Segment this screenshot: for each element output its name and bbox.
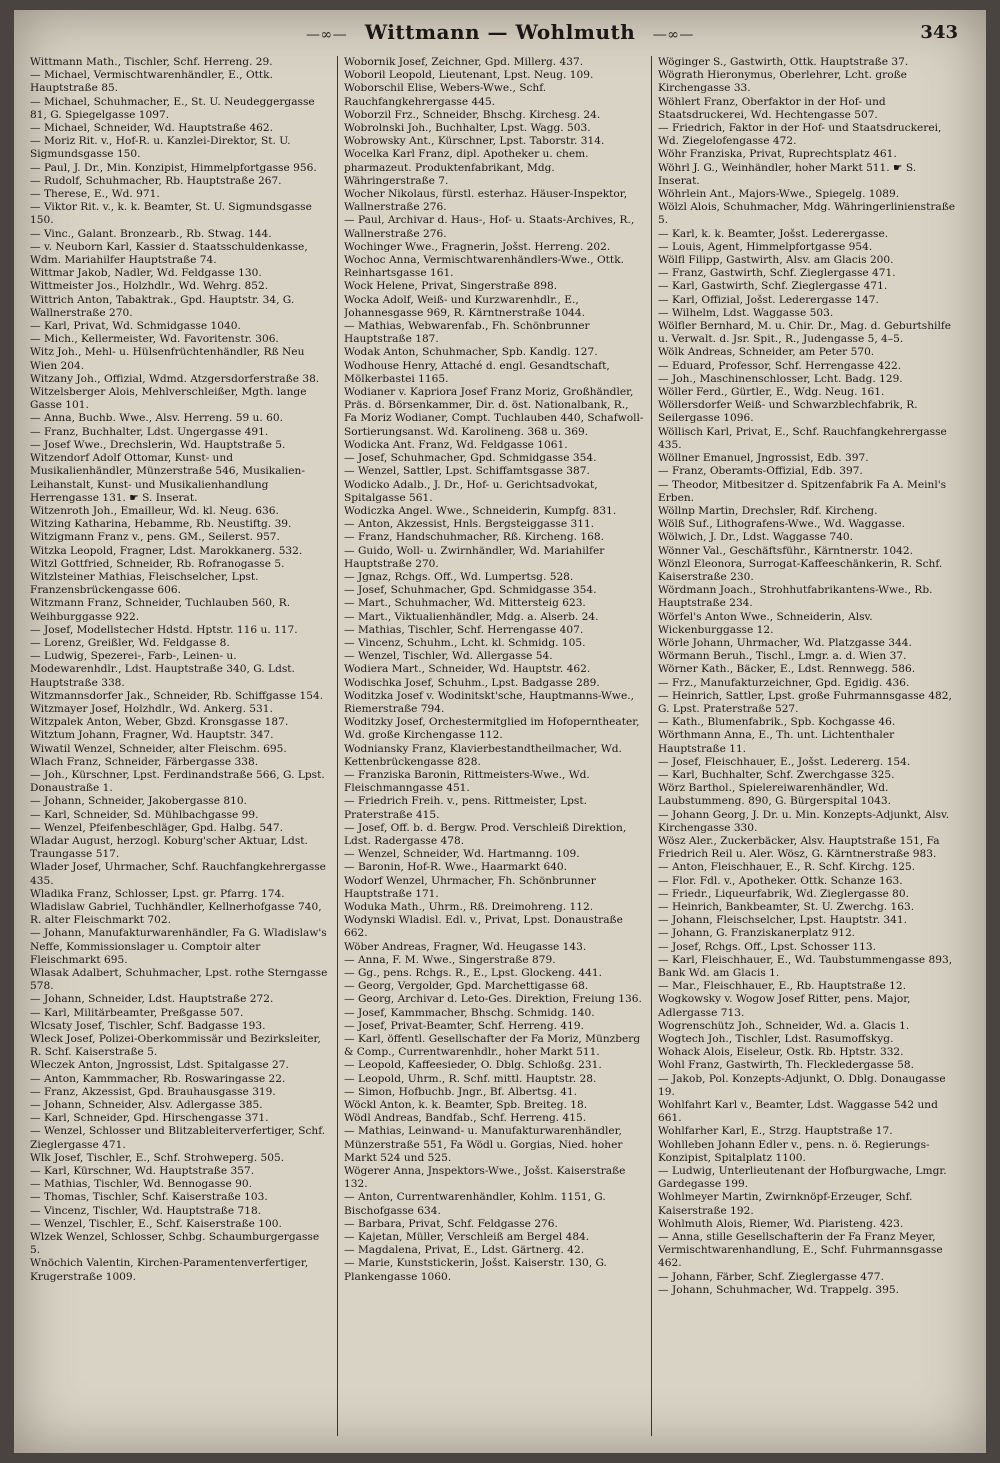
directory-entry: Wölß Suf., Lithografens-Wwe., Wd. Waggasse. <box>658 518 906 531</box>
directory-entry: Wöckl Anton, k. k. Beamter, Spb. Breiteg. 18. <box>344 1099 588 1112</box>
directory-entry: — Johann Georg, J. Dr. u. Min. Konzepts-Adjunkt, Alsv. Kirchengasse 330. <box>658 808 950 834</box>
directory-entry: — Simon, Hofbuchb. Jngr., Bf. Albertsg. 41. <box>344 1085 578 1098</box>
directory-entry: — Wenzel, Pfeifenbeschläger, Gpd. Halbg. 547. <box>30 821 283 834</box>
directory-entry: Wodniansky Franz, Klavierbestandtheilmacher, Wd. Kettenbrückengasse 828. <box>344 742 622 768</box>
directory-entry: — Michael, Vermischtwarenhändler, E., Ottk. Hauptstraße 85. <box>30 69 273 95</box>
directory-entry: Wögerer Anna, Jnspektors-Wwe., Jošst. Kaiserstraße 132. <box>344 1165 626 1191</box>
directory-entry: — Viktor Rit. v., k. k. Beamter, St. U. Sigmundsgasse 150. <box>30 201 312 227</box>
directory-entry: Wodicka Ant. Franz, Wd. Feldgasse 1061. <box>344 438 568 451</box>
directory-entry: — Joh., Maschinenschlosser, Lcht. Badg. 129. <box>658 372 903 385</box>
directory-entry: Wohl Franz, Gastwirth, Th. Fleckledergasse 58. <box>658 1059 915 1072</box>
directory-entry: — Marie, Kunststickerin, Jošst. Kaiserstr. 130, G. Plankengasse 1060. <box>344 1257 607 1283</box>
directory-entry: Woborzil Frz., Schneider, Bhschg. Kirchesg. 24. <box>344 108 601 121</box>
directory-entry: — Georg, Vergolder, Gpd. Marchettigasse 68. <box>344 980 589 993</box>
directory-entry: Wöber Andreas, Fragner, Wd. Heugasse 143. <box>344 940 587 953</box>
directory-entry: Witz Joh., Mehl- u. Hülsenfrüchtenhändler, Rß Neu Wien 204. <box>30 346 305 372</box>
directory-entry: Wocelka Karl Franz, dipl. Apotheker u. chem. pharmazeut. Produktenfabrikant, Mdg. Währingerstraße 7. <box>344 148 589 187</box>
directory-entry: Wöllnp Martin, Drechsler, Rdf. Kircheng. <box>658 504 878 517</box>
directory-entry: Wittrich Anton, Tabaktrak., Gpd. Hauptstr. 34, G. Wallnerstraße 270. <box>30 293 295 319</box>
directory-entry: Wodischka Josef, Schuhm., Lpst. Badgasse 289. <box>344 676 600 689</box>
directory-entry: — Josef, Schuhmacher, Gpd. Schmidgasse 354. <box>344 584 597 597</box>
directory-entry: Wogrenschütz Joh., Schneider, Wd. a. Glacis 1. <box>658 1019 910 1032</box>
ornament-right: —∞— <box>652 27 694 43</box>
directory-entry: — Ludwig, Spezerei-, Farb-, Leinen- u. Modewarenhdlr., Ldst. Hauptstraße 340, G. Ldst. Hauptstraße 338. <box>30 650 295 689</box>
directory-entry: Wöhlert Franz, Oberfaktor in der Hof- und Staatsdruckerei, Wd. Hechtengasse 507. <box>658 95 886 121</box>
running-header <box>14 20 986 50</box>
directory-entry: Wöginger S., Gastwirth, Ottk. Hauptstraße 37. <box>658 56 909 68</box>
directory-entry: — Theodor, Mitbesitzer d. Spitzenfabrik Fa A. Meinl's Erben. <box>658 478 947 504</box>
directory-entry: Wobrowsky Ant., Kürschner, Lpst. Taborstr. 314. <box>344 135 605 148</box>
directory-entry: — Wenzel, Schneider, Wd. Hartmanng. 109. <box>344 848 580 861</box>
directory-entry: Wochinger Wwe., Fragnerin, Jošst. Herreng. 202. <box>344 240 611 253</box>
directory-entry: — Friedrich, Faktor in der Hof- und Staatsdruckerei, Wd. Ziegelofengasse 472. <box>658 122 942 148</box>
directory-entry: Wlach Franz, Schneider, Färbergasse 338. <box>30 755 259 768</box>
directory-entry: Witzmann Franz, Schneider, Tuchlauben 560, R. Weihburggasse 922. <box>30 597 291 623</box>
directory-entry: Wödl Andreas, Bandfab., Schf. Herreng. 415. <box>344 1112 587 1125</box>
directory-entry: Wogtech Joh., Tischler, Ldst. Rasumoffskyg. <box>658 1033 894 1046</box>
directory-entry: Wörner Kath., Bäcker, E., Ldst. Rennwegg. 586. <box>658 663 916 676</box>
directory-entry: Wnöchich Valentin, Kirchen-Paramentenverfertiger, Krugerstraße 1009. <box>30 1257 309 1283</box>
directory-entry: Wodhouse Henry, Attaché d. engl. Gesandtschaft, Mölkerbastei 1165. <box>344 359 610 385</box>
directory-entry: — Ludwig, Unterlieutenant der Hofburgwache, Lmgr. Gardegasse 199. <box>658 1165 947 1191</box>
directory-entry: Wlzek Wenzel, Schlosser, Schbg. Schaumburgergasse 5. <box>30 1231 320 1257</box>
directory-entry: — Mart., Schuhmacher, Wd. Mittersteig 623. <box>344 597 586 610</box>
directory-entry: Wodak Anton, Schuhmacher, Spb. Kandlg. 127. <box>344 346 598 359</box>
directory-entry: Wöhrlein Ant., Majors-Wwe., Spiegelg. 1089. <box>658 188 900 201</box>
directory-entry: Wohlmeyer Martin, Zwirnknöpf-Erzeuger, Schf. Kaiserstraße 192. <box>658 1191 913 1217</box>
directory-entry: — v. Neuborn Karl, Kassier d. Staatsschuldenkasse, Wdm. Mariahilfer Hauptstraße 74. <box>30 240 308 267</box>
directory-entry: — Josef, Kammmacher, Bhschg. Schmidg. 140. <box>344 1006 595 1019</box>
directory-entry: — Josef Wwe., Drechslerin, Wd. Hauptstraße 5. <box>30 438 286 451</box>
directory-entry: Wladar August, herzogl. Koburg'scher Aktuar, Ldst. Traungasse 517. <box>30 834 308 861</box>
directory-entry: Witzka Leopold, Fragner, Ldst. Marokkanerg. 532. <box>30 544 303 557</box>
directory-entry: — Heinrich, Sattler, Lpst. große Fuhrmannsgasse 482, G. Lpst. Praterstraße 527. <box>658 689 952 715</box>
directory-entry: — Wenzel, Schlosser und Blitzableiterverfertiger, Schf. Zieglergasse 471. <box>30 1125 326 1151</box>
directory-entry: — Karl, k. k. Beamter, Jošst. Lederergasse. <box>658 227 889 240</box>
directory-entry: — Paul, J. Dr., Min. Konzipist, Himmelpfortgasse 956. <box>30 161 317 174</box>
directory-entry: — Flor. Fdl. v., Apotheker. Ottk. Schanze 163. <box>658 874 903 887</box>
directory-entry: — Anna, F. M. Wwe., Singerstraße 879. <box>344 953 556 966</box>
directory-entry: Wönzl Eleonora, Surrogat-Kaffeeschänkerin, R. Schf. Kaiserstraße 230. <box>658 557 943 583</box>
directory-entry: Wöllersdorfer Weiß- und Schwarzblechfabrik, R. Seilergasse 1096. <box>658 399 918 425</box>
directory-entry: — Vincenz, Tischler, Wd. Hauptstraße 718. <box>30 1204 262 1217</box>
directory-entry: Wodiczka Angel. Wwe., Schneiderin, Kumpfg. 831. <box>344 504 617 517</box>
directory-entry: — Johann, Schneider, Ldst. Hauptstraße 272. <box>30 993 274 1006</box>
directory-entry: Wobornik Josef, Zeichner, Gpd. Millerg. 437. <box>344 56 584 68</box>
directory-entry: Wohlfarher Karl, E., Strzg. Hauptstraße 17. <box>658 1125 893 1138</box>
column-divider <box>337 56 338 1436</box>
directory-entry: Wittmeister Jos., Holzhdlr., Wd. Wehrg. 852. <box>30 280 269 293</box>
directory-entry: — Jgnaz, Rchgs. Off., Wd. Lumpertsg. 528. <box>344 570 574 583</box>
directory-entry: — Franz, Oberamts-Offizial, Edb. 397. <box>658 465 863 478</box>
directory-entry: Wocka Adolf, Weiß- und Kurzwarenhdlr., E., Johannesgasse 969, R. Kärntnerstraße 1044. <box>344 293 586 319</box>
directory-entry: Wladika Franz, Schlosser, Lpst. gr. Pfarrg. 174. <box>30 887 285 900</box>
directory-entry: Witzing Katharina, Hebamme, Rb. Neustiftg. 39. <box>30 518 292 531</box>
directory-entry: — Eduard, Professor, Schf. Herrengasse 422. <box>658 359 902 372</box>
directory-entry: — Friedr., Liqueurfabrik, Wd. Zieglergasse 80. <box>658 887 910 900</box>
directory-entry: — Michael, Schneider, Wd. Hauptstraße 462. <box>30 122 274 135</box>
directory-entry: — Karl, Schneider, Gpd. Hirschengasse 371. <box>30 1112 269 1125</box>
directory-entry: Wiwatil Wenzel, Schneider, alter Fleischm. 695. <box>30 742 287 755</box>
directory-entry: — Karl, Buchhalter, Schf. Zwerchgasse 325. <box>658 768 895 781</box>
directory-entry: Wlk Josef, Tischler, E., Schf. Strohweperg. 505. <box>30 1151 285 1164</box>
directory-entry: — Vincenz, Schuhm., Lcht. kl. Schmidg. 105. <box>344 636 586 649</box>
directory-entry: — Anton, Kammmacher, Rb. Roswaringasse 22. <box>30 1072 286 1085</box>
directory-entry: — Karl, Offizial, Jošst. Lederergasse 147. <box>658 293 879 306</box>
directory-entry: Wittmar Jakob, Nadler, Wd. Feldgasse 130. <box>30 267 262 280</box>
directory-entry: — Mart., Viktualienhändler, Mdg. a. Alserb. 24. <box>344 610 599 623</box>
directory-entry: Witztum Johann, Fragner, Wd. Hauptstr. 347. <box>30 729 274 742</box>
directory-entry: — Wenzel, Tischler, E., Schf. Kaiserstraße 100. <box>30 1217 282 1230</box>
directory-entry: Wösz Aler., Zuckerbäcker, Alsv. Hauptstraße 151, Fa Friedrich Reil u. Aler. Wösz, G. Kärntnerstraße 983. <box>658 834 940 861</box>
directory-entry: Woboril Leopold, Lieutenant, Lpst. Neug. 109. <box>344 69 594 82</box>
directory-entry: Witzendorf Adolf Ottomar, Kunst- und Musikalienhändler, Münzerstraße 546, Musikalien-Leihanstalt, Kunst- und Musikalienhandlung Herrengasse 131. ☛ S. Inserat. <box>30 452 305 504</box>
directory-entry: Witzlsteiner Mathias, Fleischselcher, Lpst. Franzensbrückengasse 606. <box>30 570 259 597</box>
column-left <box>30 56 330 1436</box>
directory-entry: — Wenzel, Sattler, Lpst. Schiffamtsgasse 387. <box>344 465 590 478</box>
directory-entry: — Josef, Privat-Beamter, Schf. Herreng. 419. <box>344 1019 584 1032</box>
directory-entry: Woduka Math., Uhrm., Rß. Dreimohreng. 112. <box>344 901 594 913</box>
ornament-left: —∞— <box>306 27 348 43</box>
directory-entry: — Anton, Akzessist, Hnls. Bergsteiggasse 311. <box>344 518 595 531</box>
directory-entry: Wörle Johann, Uhrmacher, Wd. Platzgasse 344. <box>658 636 912 649</box>
directory-entry: — Franz, Handschuhmacher, Rß. Kircheng. 168. <box>344 531 604 544</box>
directory-entry: — Anton, Currentwarenhändler, Kohlm. 1151, G. Bischofgasse 634. <box>344 1191 606 1217</box>
directory-entry: — Georg, Archivar d. Leto-Ges. Direktion, Freiung 136. <box>344 993 642 1006</box>
directory-entry: Wörfel's Anton Wwe., Schneiderin, Alsv. Wickenburggasse 12. <box>658 610 873 636</box>
directory-entry: — Johann, Fleischselcher, Lpst. Hauptstr. 341. <box>658 914 908 927</box>
directory-entry: — Michael, Schuhmacher, E., St. U. Neudeggergasse 81, G. Spiegelgasse 1097. <box>30 95 315 121</box>
directory-entry: Wlader Josef, Uhrmacher, Schf. Rauchfangkehrergasse 435. <box>30 861 326 887</box>
directory-entry: Witzl Gottfried, Schneider, Rb. Rofranogasse 5. <box>30 557 285 570</box>
directory-entry: Wladislaw Gabriel, Tuchhändler, Kellnerhofgasse 740, R. alter Fleischmarkt 702. <box>30 901 322 927</box>
directory-entry: — Anna, stille Gesellschafterin der Fa Franz Meyer, Vermischtwarenhandlung, E., Schf. Fuhrmannsgasse 462. <box>658 1231 943 1270</box>
directory-entry: — Anna, Buchb. Wwe., Alsv. Herreng. 59 u. 60. <box>30 412 283 425</box>
directory-entry: Wohlmuth Alois, Riemer, Wd. Piaristeng. 423. <box>658 1217 904 1230</box>
directory-entry: — Mathias, Tischler, Wd. Bennogasse 90. <box>30 1178 252 1191</box>
directory-entry: — Gg., pens. Rchgs. R., E., Lpst. Glockeng. 441. <box>344 967 602 980</box>
directory-entry: — Franz, Buchhalter, Ldst. Ungergasse 491. <box>30 425 269 438</box>
directory-entry: Wohack Alois, Eiseleur, Ostk. Rb. Hptstr. 332. <box>658 1046 904 1059</box>
directory-entry: Wölk Andreas, Schneider, am Peter 570. <box>658 346 875 359</box>
directory-entry: — Rudolf, Schuhmacher, Rb. Hauptstraße 267. <box>30 174 282 187</box>
directory-entry: — Magdalena, Privat, E., Ldst. Gärtnerg. 42. <box>344 1244 585 1257</box>
directory-entry: Witzany Joh., Offizial, Wdmd. Atzgersdorferstraße 38. <box>30 372 320 385</box>
directory-entry: — Karl, öffentl. Gesellschafter der Fa Moriz, Münzberg & Comp., Currentwarenhdlr., hoher Markt 511. <box>344 1033 641 1059</box>
directory-entry: — Baronin, Hof-R. Wwe., Haarmarkt 640. <box>344 861 568 874</box>
directory-entry: Wörz Barthol., Spielereiwarenhändler, Wd. Laubstummeng. 890, G. Bürgerspital 1043. <box>658 782 891 808</box>
directory-entry: Wodicko Adalb., J. Dr., Hof- u. Gerichtsadvokat, Spitalgasse 561. <box>344 478 598 504</box>
directory-entry: — Joh., Kürschner, Lpst. Ferdinandstraße 566, G. Lpst. Donaustraße 1. <box>30 768 325 795</box>
directory-entry: Wodiera Mart., Schneider, Wd. Hauptstr. 462. <box>344 663 591 676</box>
page-number: 343 <box>920 22 958 43</box>
directory-entry: Wodorf Wenzel, Uhrmacher, Fh. Schönbrunner Hauptstraße 171. <box>344 874 596 900</box>
directory-entry: — Vinc., Galant. Bronzearb., Rb. Stwag. 144. <box>30 227 272 240</box>
directory-entry: — Lorenz, Greißler, Wd. Feldgasse 8. <box>30 636 230 649</box>
directory-entry: — Karl, Kürschner, Wd. Hauptstraße 357. <box>30 1165 255 1178</box>
directory-entry: — Friedrich Freih. v., pens. Rittmeister, Lpst. Praterstraße 415. <box>344 795 587 821</box>
column-right <box>658 56 958 1436</box>
directory-entry: Wördmann Joach., Strohhutfabrikantens-Wwe., Rb. Hauptstraße 234. <box>658 584 933 610</box>
header-title: Wittmann — Wohlmuth <box>364 20 636 44</box>
directory-entry: Wölwich, J. Dr., Ldst. Waggasse 740. <box>658 531 854 544</box>
directory-entry: — Mathias, Webwarenfab., Fh. Schönbrunner Hauptstraße 187. <box>344 320 590 346</box>
directory-entry: — Therese, E., Wd. 971. <box>30 188 160 201</box>
directory-entry: Wöllisch Karl, Privat, E., Schf. Rauchfangkehrergasse 435. <box>658 425 947 451</box>
directory-entry: Wöller Ferd., Gürtler, E., Wdg. Neug. 161. <box>658 386 885 399</box>
directory-entry: — Josef, Schuhmacher, Gpd. Schmidgasse 354. <box>344 452 597 465</box>
column-divider <box>651 56 652 1436</box>
column-middle <box>344 56 644 1436</box>
directory-entry: — Johann, Manufakturwarenhändler, Fa G. Wladislaw's Neffe, Kommissionslager u. Comptoir alter Fleischmarkt 695. <box>30 927 327 966</box>
directory-entry: — Thomas, Tischler, Schf. Kaiserstraße 103. <box>30 1191 268 1204</box>
directory-entry: Witzelsberger Alois, Mehlverschleißer, Mgth. lange Gasse 101. <box>30 386 307 412</box>
directory-entry: — Josef, Modellstecher Hdstd. Hptstr. 116 u. 117. <box>30 623 298 636</box>
directory-entry: Wörmann Beruh., Tischl., Lmgr. a. d. Wien 37. <box>658 650 907 663</box>
directory-entry: — Josef, Fleischhauer, E., Jošst. Ledererg. 154. <box>658 755 911 768</box>
directory-entry: — Karl, Privat, Wd. Schmidgasse 1040. <box>30 320 241 333</box>
directory-entry: — Karl, Militärbeamter, Preßgasse 507. <box>30 1006 244 1019</box>
directory-entry: — Franz, Gastwirth, Schf. Zieglergasse 471. <box>658 267 896 280</box>
directory-entry: — Jakob, Pol. Konzepts-Adjunkt, O. Dblg. Donaugasse 19. <box>658 1072 946 1098</box>
directory-entry: Wobrolnski Joh., Buchhalter, Lpst. Wagg. 503. <box>344 122 591 135</box>
directory-entry: Witzpalek Anton, Weber, Gbzd. Kronsgasse 187. <box>30 716 289 729</box>
directory-entry: — Johann, Schneider, Alsv. Adlergasse 385. <box>30 1099 263 1112</box>
directory-entry: — Paul, Archivar d. Haus-, Hof- u. Staats-Archives, R., Wallnerstraße 276. <box>344 214 635 240</box>
directory-entry: Witzmayer Josef, Holzhdlr., Wd. Ankerg. 531. <box>30 702 273 715</box>
directory-entry: Witzmannsdorfer Jak., Schneider, Rb. Schiffgasse 154. <box>30 689 324 702</box>
directory-entry: Wölfler Bernhard, M. u. Chir. Dr., Mag. d. Geburtshilfe u. Verwalt. d. Jsr. Spit., R., Judengasse 5, 4–5. <box>658 320 952 346</box>
directory-entry: — Wilhelm, Ldst. Waggasse 503. <box>658 306 834 319</box>
directory-entry: — Anton, Fleischhauer, E., R. Schf. Kirchg. 125. <box>658 861 916 874</box>
directory-entry: — Kajetan, Müller, Verschleiß am Bergel 484. <box>344 1231 590 1244</box>
directory-entry: — Mathias, Tischler, Schf. Herrengasse 407. <box>344 623 584 636</box>
directory-entry: — Karl, Fleischhauer, E., Wd. Taubstummengasse 893, Bank Wd. am Glacis 1. <box>658 953 953 980</box>
directory-entry: — Josef, Off. b. d. Bergw. Prod. Verschleiß Direktion, Ldst. Radergasse 478. <box>344 821 627 847</box>
directory-entry: Wölzl Alois, Schuhmacher, Mdg. Währingerlinienstraße 5. <box>658 201 956 227</box>
directory-entry: Wöhrl J. G., Weinhändler, hoher Markt 511. ☛ S. Inserat. <box>658 161 917 187</box>
directory-entry: — Karl, Schneider, Sd. Mühlbachgasse 99. <box>30 808 259 821</box>
directory-entry: Wögrath Hieronymus, Oberlehrer, Lcht. große Kirchengasse 33. <box>658 69 907 95</box>
directory-entry: Woditzka Josef v. Wodinitskt'sche, Hauptmanns-Wwe., Riemerstraße 794. <box>344 689 634 715</box>
directory-entry: Wodianer v. Kapriora Josef Franz Moriz, Großhändler, Präs. d. Börsenkammer, Dir. d. öst. Nationalbank, R., Fa Moriz Wodianer, Compt. Tuchlauben 440, Schafwoll-Sortierungsanst. Wd. Karolineng. 368 u. 369. <box>344 386 644 438</box>
directory-entry: — Johann, Schuhmacher, Wd. Trappelg. 395. <box>658 1283 899 1296</box>
directory-entry: — Leopold, Uhrm., R. Schf. mittl. Hauptstr. 28. <box>344 1072 597 1085</box>
directory-entry: Woborschil Elise, Webers-Wwe., Schf. Rauchfangkehrergasse 445. <box>344 82 547 108</box>
directory-entry: — Franziska Baronin, Rittmeisters-Wwe., Wd. Fleischmanngasse 451. <box>344 768 590 795</box>
directory-entry: — Mar., Fleischhauer, E., Rb. Hauptstraße 12. <box>658 980 906 993</box>
directory-entry: — Karl, Gastwirth, Schf. Zieglergasse 471. <box>658 280 888 293</box>
directory-entry: — Leopold, Kaffeesieder, O. Dblg. Schloßg. 231. <box>344 1059 602 1072</box>
directory-entry: — Barbara, Privat, Schf. Feldgasse 276. <box>344 1217 558 1230</box>
directory-entry: Wohlfahrt Karl v., Beamter, Ldst. Waggasse 542 und 661. <box>658 1099 938 1125</box>
directory-entry: — Mathias, Leinwand- u. Manufakturwarenhändler, Münzerstraße 551, Fa Wödl u. Gorgias, Nied. hoher Markt 524 und 525. <box>344 1125 623 1164</box>
directory-entry: — Franz, Akzessist, Gpd. Brauhausgasse 319. <box>30 1085 276 1098</box>
directory-entry: — Moriz Rit. v., Hof-R. u. Kanzlei-Direktor, St. U. Sigmundsgasse 150. <box>30 135 291 161</box>
directory-entry: Wocher Nikolaus, fürstl. esterhaz. Häuser-Inspektor, Wallnerstraße 276. <box>344 188 628 214</box>
directory-entry: Woditzky Josef, Orchestermitglied im Hofoperntheater, Wd. große Kirchengasse 112. <box>344 716 640 742</box>
directory-entry: — Johann, Färber, Schf. Zieglergasse 477. <box>658 1270 884 1283</box>
directory-entry: Wohlleben Johann Edler v., pens. n. ö. Regierungs-Konzipist, Spitalplatz 1100. <box>658 1138 930 1164</box>
directory-entry: Witzenroth Joh., Emailleur, Wd. kl. Neug. 636. <box>30 504 279 517</box>
directory-entry: Wogkowsky v. Wogow Josef Ritter, pens. Major, Adlergasse 713. <box>658 993 911 1019</box>
directory-entry: — Josef, Rchgs. Off., Lpst. Schosser 113. <box>658 940 876 953</box>
directory-entry: — Kath., Blumenfabrik., Spb. Kochgasse 46. <box>658 716 896 729</box>
directory-entry: — Johann, G. Franziskanerplatz 912. <box>658 927 856 940</box>
directory-entry: — Frz., Manufakturzeichner, Gpd. Egidig. 436. <box>658 676 910 689</box>
directory-entry: — Heinrich, Bankbeamter, St. U. Zwerchg. 163. <box>658 901 915 913</box>
directory-entry: Wittmann Math., Tischler, Schf. Herreng. 29. <box>30 56 273 68</box>
directory-entry: Wock Helene, Privat, Singerstraße 898. <box>344 280 558 293</box>
directory-entry: Wleczek Anton, Jngrossist, Ldst. Spitalgasse 27. <box>30 1059 289 1072</box>
directory-entry: Witzigmann Franz v., pens. GM., Seilerst. 957. <box>30 531 280 544</box>
directory-entry: — Guido, Woll- u. Zwirnhändler, Wd. Mariahilfer Hauptstraße 270. <box>344 544 605 570</box>
directory-entry: Wochoc Anna, Vermischtwarenhändlers-Wwe., Ottk. Reinhartsgasse 161. <box>344 254 624 280</box>
directory-entry: Wlasak Adalbert, Schuhmacher, Lpst. rothe Sterngasse 578. <box>30 967 328 993</box>
directory-entry: Wleck Josef, Polizei-Oberkommissär und Bezirksleiter, R. Schf. Kaiserstraße 5. <box>30 1033 321 1059</box>
directory-entry: Wölfl Filipp, Gastwirth, Alsv. am Glacis 200. <box>658 254 894 267</box>
directory-entry: Wörthmann Anna, E., Th. unt. Lichtenthaler Hauptstraße 11. <box>658 729 895 755</box>
directory-entry: — Johann, Schneider, Jakobergasse 810. <box>30 795 247 808</box>
directory-entry: Wodynski Wladisl. Edl. v., Privat, Lpst. Donaustraße 662. <box>344 914 623 940</box>
directory-entry: Wöllner Emanuel, Jngrossist, Edb. 397. <box>658 452 869 465</box>
directory-entry: Wönner Val., Geschäftsführ., Kärntnerstr. 1042. <box>658 544 913 557</box>
directory-entry: — Louis, Agent, Himmelpfortgasse 954. <box>658 240 873 253</box>
directory-entry: Wöhr Franziska, Privat, Ruprechtsplatz 461. <box>658 148 897 161</box>
directory-page <box>14 10 986 1453</box>
directory-entry: Wlcsaty Josef, Tischler, Schf. Badgasse 193. <box>30 1019 266 1032</box>
directory-entry: — Mich., Kellermeister, Wd. Favoritenstr. 306. <box>30 333 279 346</box>
directory-entry: — Wenzel, Tischler, Wd. Allergasse 54. <box>344 650 553 663</box>
